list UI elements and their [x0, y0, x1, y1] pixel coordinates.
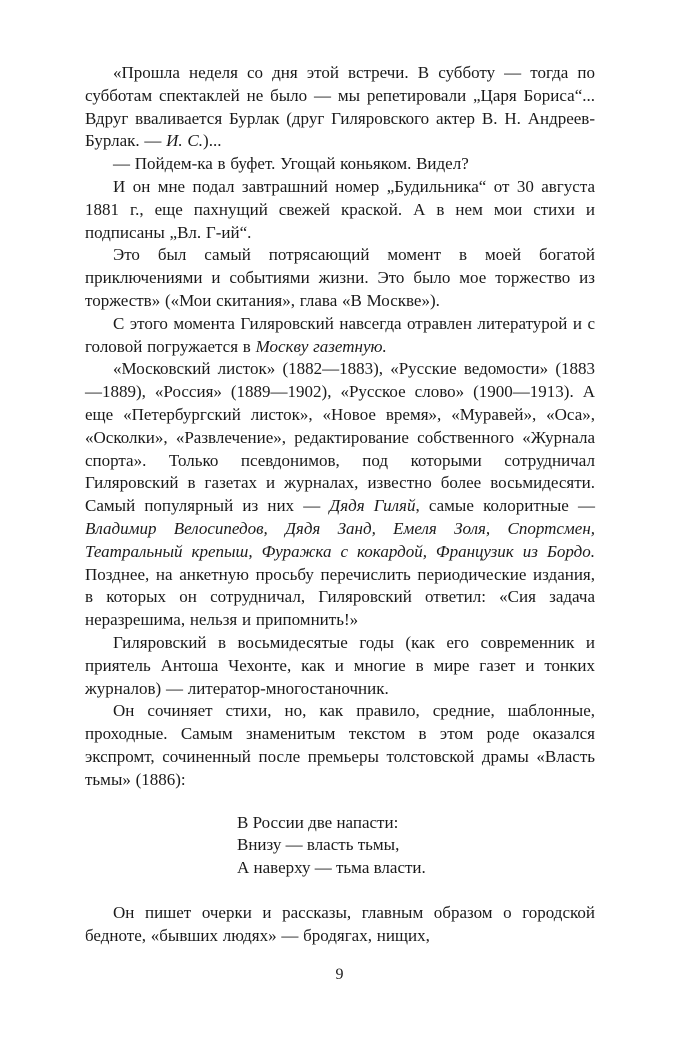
text-block [85, 62, 595, 947]
paragraph [85, 62, 595, 153]
verse-line: А наверху — тьма власти. [237, 858, 426, 878]
italic-text-run: Дядя Гиляй [329, 496, 416, 516]
text-run: , самые колоритные — [415, 496, 595, 516]
verse-block [237, 812, 595, 880]
italic-text-run: Владимир Велосипедов, Дядя Занд, Емеля Золя, Спортсмен, Театральный крепыш, Фуражка с кокардой, Французик из Бордо. [85, 518, 595, 561]
text-run: «Московский листок» (1882—1883), «Русские ведомости» (1883—1889), «Россия» (1889—1902), «Русское слово» (1900—1913). А еще «Петербургский листок», «Новое время», «Муравей», «Оса», «Осколки», «Развлечение», редактирование собственного «Журнала спорта». Только псевдонимов, под которыми сотрудничал Гиляровский в газетах и журналах, известно более восьмидесяти. Самый популярный из них — [85, 359, 595, 516]
verse-line: Внизу — власть тьмы, [237, 835, 400, 855]
italic-text-run: И. С. [166, 131, 204, 151]
paragraph [85, 244, 595, 312]
text-run: Он сочиняет стихи, но, как правило, средние, шаблонные, проходные. Самым знаменитым текстом в этом роде оказался экспромт, сочиненный после премьеры толстовской драмы «Власть тьмы» (1886): [85, 701, 595, 789]
paragraph [85, 902, 595, 948]
verse-line: В России две напасти: [237, 812, 399, 832]
paragraph [85, 700, 595, 791]
paragraph [85, 632, 595, 700]
text-run: И он мне подал завтрашний номер „Будильника“ от 30 августа 1881 г., еще пахнущий свежей краской. А в нем мои стихи и подписаны „Вл. Г-ий“. [85, 176, 595, 242]
text-run: Он пишет очерки и рассказы, главным образом о городской бедноте, «бывших людях» — бродягах, нищих, [85, 902, 595, 945]
text-run: «Прошла неделя со дня этой встречи. В субботу — тогда по субботам спектаклей не было — мы репетировали „Царя Бориса“... Вдруг вваливается Бурлак (друг Гиляровского актер В. Н. Андреев-Бурлак. — [85, 63, 595, 151]
page-number: 9 [335, 966, 344, 983]
text-run: )... [203, 131, 222, 151]
text-run: Позднее, на анкетную просьбу перечислить периодические издания, в которых он сотрудничал, Гиляровский ответил: «Сия задача неразрешима, нельзя и припомнить!» [85, 564, 595, 630]
text-run: С этого момента Гиляровский навсегда отравлен литературой и с головой погружается в [85, 313, 595, 356]
text-run: — Пойдем-ка в буфет. Угощай коньяком. Видел? [113, 154, 469, 174]
paragraph [85, 153, 595, 176]
paragraph [85, 176, 595, 244]
italic-text-run: Москву газетную. [255, 336, 387, 356]
paragraph [85, 313, 595, 359]
text-run: Гиляровский в восьмидесятые годы (как его современник и приятель Антоша Чехонте, как и многие в мире газет и тонких журналов) — литератор-многостаночник. [85, 632, 595, 698]
text-run: Это был самый потрясающий момент в моей богатой приключениями и событиями жизни. Это было мое торжество из торжеств» («Мои скитания», глава «В Москве»). [85, 245, 595, 310]
paragraph [85, 358, 595, 632]
